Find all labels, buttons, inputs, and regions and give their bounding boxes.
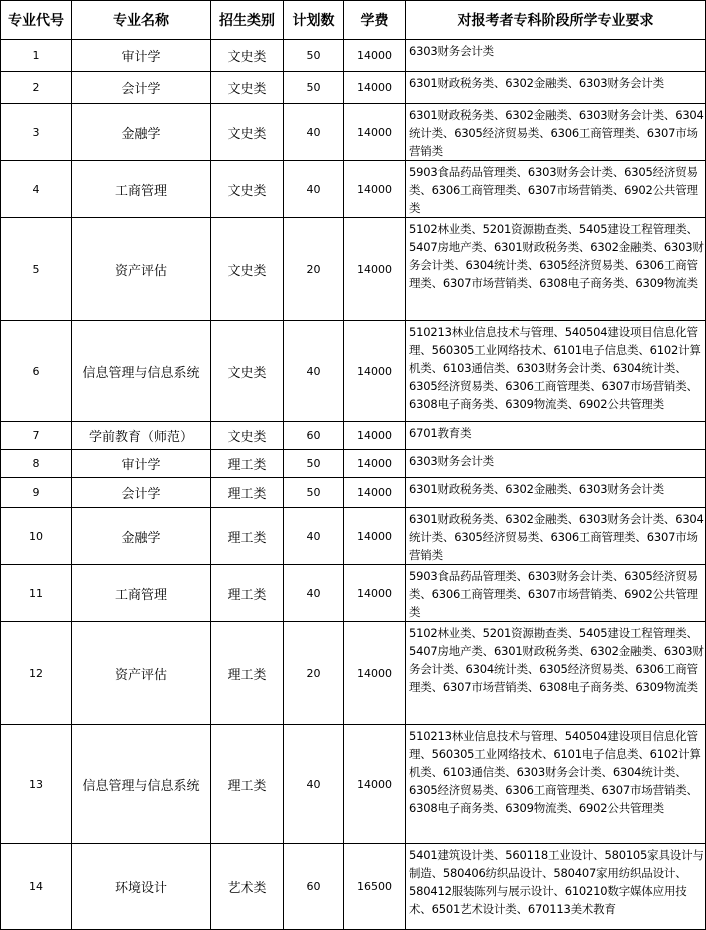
cell-code: 4 [1, 161, 72, 218]
cell-requirement: 510213林业信息技术与管理、540504建设项目信息化管理、560305工业网络技术、6101电子信息类、6102计算机类、6103通信类、6303财务会计类、6304统计类、6305经济贸易类、6306工商管理类、6307市场营销类、6308电子商务类、6309物流类、6902公共管理类 [406, 321, 706, 422]
cell-fee: 14000 [344, 725, 406, 844]
table-row [1, 218, 706, 321]
cell-category: 文史类 [211, 72, 284, 104]
cell-requirement: 5903食品药品管理类、6303财务会计类、6305经济贸易类、6306工商管理类、6307市场营销类、6902公共管理类 [406, 161, 706, 218]
cell-plan: 40 [284, 508, 344, 565]
header-fee: 学费 [344, 1, 406, 40]
cell-fee: 14000 [344, 40, 406, 72]
table-row [1, 321, 706, 422]
cell-name: 信息管理与信息系统 [72, 725, 211, 844]
cell-name: 审计学 [72, 40, 211, 72]
table-row [1, 478, 706, 508]
cell-requirement: 510213林业信息技术与管理、540504建设项目信息化管理、560305工业网络技术、6101电子信息类、6102计算机类、6103通信类、6303财务会计类、6304统计类、6305经济贸易类、6306工商管理类、6307市场营销类、6308电子商务类、6309物流类、6902公共管理类 [406, 725, 706, 844]
cell-category: 文史类 [211, 161, 284, 218]
cell-plan: 40 [284, 321, 344, 422]
cell-code: 8 [1, 450, 72, 478]
cell-requirement: 6303财务会计类 [406, 450, 706, 478]
cell-code: 10 [1, 508, 72, 565]
cell-code: 14 [1, 844, 72, 930]
cell-fee: 14000 [344, 321, 406, 422]
cell-name: 金融学 [72, 104, 211, 161]
cell-plan: 40 [284, 161, 344, 218]
cell-name: 会计学 [72, 72, 211, 104]
cell-requirement: 6301财政税务类、6302金融类、6303财务会计类 [406, 72, 706, 104]
cell-fee: 14000 [344, 508, 406, 565]
cell-code: 2 [1, 72, 72, 104]
cell-fee: 14000 [344, 72, 406, 104]
cell-code: 12 [1, 622, 72, 725]
table-row [1, 161, 706, 218]
cell-plan: 20 [284, 622, 344, 725]
cell-requirement: 6701教育类 [406, 422, 706, 450]
table-row [1, 844, 706, 930]
cell-category: 文史类 [211, 218, 284, 321]
cell-code: 1 [1, 40, 72, 72]
cell-code: 6 [1, 321, 72, 422]
cell-plan: 40 [284, 104, 344, 161]
cell-plan: 50 [284, 478, 344, 508]
header-category: 招生类别 [211, 1, 284, 40]
cell-fee: 14000 [344, 478, 406, 508]
table-row [1, 508, 706, 565]
cell-fee: 16500 [344, 844, 406, 930]
cell-code: 11 [1, 565, 72, 622]
cell-category: 理工类 [211, 450, 284, 478]
cell-plan: 50 [284, 450, 344, 478]
cell-code: 9 [1, 478, 72, 508]
header-name: 专业名称 [72, 1, 211, 40]
cell-requirement: 6301财政税务类、6302金融类、6303财务会计类、6304统计类、6305经济贸易类、6306工商管理类、6307市场营销类 [406, 508, 706, 565]
cell-category: 理工类 [211, 622, 284, 725]
table-header-row [1, 1, 706, 40]
cell-name: 金融学 [72, 508, 211, 565]
cell-name: 环境设计 [72, 844, 211, 930]
cell-name: 工商管理 [72, 565, 211, 622]
cell-code: 13 [1, 725, 72, 844]
cell-name: 资产评估 [72, 622, 211, 725]
cell-name: 信息管理与信息系统 [72, 321, 211, 422]
cell-fee: 14000 [344, 422, 406, 450]
cell-name: 工商管理 [72, 161, 211, 218]
cell-name: 学前教育（师范） [72, 422, 211, 450]
cell-category: 理工类 [211, 508, 284, 565]
cell-code: 7 [1, 422, 72, 450]
table-row [1, 725, 706, 844]
cell-plan: 50 [284, 72, 344, 104]
cell-requirement: 6301财政税务类、6302金融类、6303财务会计类、6304统计类、6305经济贸易类、6306工商管理类、6307市场营销类 [406, 104, 706, 161]
cell-category: 理工类 [211, 478, 284, 508]
table-row [1, 72, 706, 104]
header-requirement: 对报考者专科阶段所学专业要求 [406, 1, 706, 40]
cell-fee: 14000 [344, 450, 406, 478]
cell-category: 理工类 [211, 565, 284, 622]
table-body [1, 40, 706, 930]
header-plan: 计划数 [284, 1, 344, 40]
cell-plan: 60 [284, 844, 344, 930]
cell-fee: 14000 [344, 218, 406, 321]
cell-category: 文史类 [211, 40, 284, 72]
cell-requirement: 6303财务会计类 [406, 40, 706, 72]
cell-fee: 14000 [344, 565, 406, 622]
cell-fee: 14000 [344, 622, 406, 725]
cell-plan: 20 [284, 218, 344, 321]
cell-name: 资产评估 [72, 218, 211, 321]
cell-plan: 50 [284, 40, 344, 72]
cell-code: 5 [1, 218, 72, 321]
table-row [1, 104, 706, 161]
cell-category: 文史类 [211, 422, 284, 450]
cell-category: 艺术类 [211, 844, 284, 930]
cell-code: 3 [1, 104, 72, 161]
cell-plan: 60 [284, 422, 344, 450]
cell-category: 文史类 [211, 321, 284, 422]
cell-plan: 40 [284, 565, 344, 622]
table-row [1, 565, 706, 622]
cell-name: 审计学 [72, 450, 211, 478]
cell-fee: 14000 [344, 161, 406, 218]
table-row [1, 40, 706, 72]
cell-requirement: 5903食品药品管理类、6303财务会计类、6305经济贸易类、6306工商管理类、6307市场营销类、6902公共管理类 [406, 565, 706, 622]
cell-requirement: 5401建筑设计类、560118工业设计、580105家具设计与制造、580406纺织品设计、580407家用纺织品设计、580412服装陈列与展示设计、610210数字媒体应用技术、6501艺术设计类、670113美术教育 [406, 844, 706, 930]
cell-plan: 40 [284, 725, 344, 844]
header-code: 专业代号 [1, 1, 72, 40]
table-row [1, 422, 706, 450]
table-row [1, 450, 706, 478]
cell-category: 文史类 [211, 104, 284, 161]
cell-requirement: 5102林业类、5201资源勘查类、5405建设工程管理类、5407房地产类、6301财政税务类、6302金融类、6303财务会计类、6304统计类、6305经济贸易类、6306工商管理类、6307市场营销类、6308电子商务类、6309物流类 [406, 622, 706, 725]
cell-category: 理工类 [211, 725, 284, 844]
cell-fee: 14000 [344, 104, 406, 161]
table-row [1, 622, 706, 725]
cell-requirement: 5102林业类、5201资源勘查类、5405建设工程管理类、5407房地产类、6301财政税务类、6302金融类、6303财务会计类、6304统计类、6305经济贸易类、6306工商管理类、6307市场营销类、6308电子商务类、6309物流类 [406, 218, 706, 321]
cell-requirement: 6301财政税务类、6302金融类、6303财务会计类 [406, 478, 706, 508]
cell-name: 会计学 [72, 478, 211, 508]
